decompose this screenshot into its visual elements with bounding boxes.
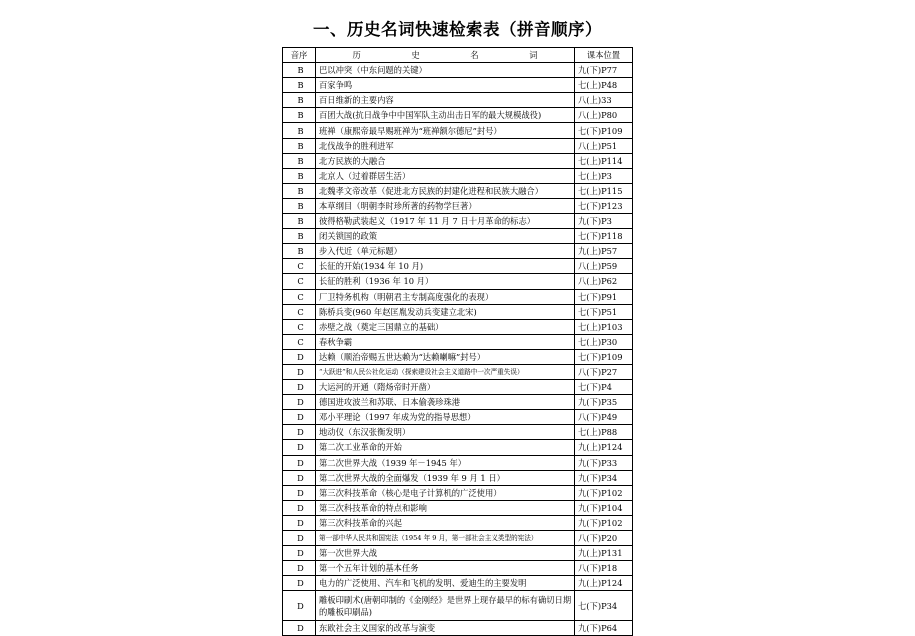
row-term: 第一个五年计划的基本任务 [316,561,575,576]
row-location: 八(下)P49 [575,410,633,425]
table-row [283,63,633,78]
table-row [283,561,633,576]
table-row [283,364,633,379]
row-code: D [283,470,316,485]
row-location: 七(上)P3 [575,168,633,183]
row-code: B [283,93,316,108]
row-code: D [283,440,316,455]
row-location: 九(下)P64 [575,621,633,636]
table-row [283,425,633,440]
row-code: D [283,576,316,591]
row-code: B [283,78,316,93]
row-location: 七(上)P114 [575,153,633,168]
row-code: C [283,289,316,304]
table-row [283,485,633,500]
table-row [283,153,633,168]
row-location: 九(下)P33 [575,455,633,470]
row-term: 达赖（顺治帝赐五世达赖为“达赖喇嘛”封号） [316,349,575,364]
row-term: 春秋争霸 [316,334,575,349]
row-code: B [283,63,316,78]
row-term: 雕板印刷术(唐朝印制的《金刚经》是世界上现存最早的标有确切日期的雕板印刷品) [316,591,575,621]
row-term: 陈桥兵变(960 年赵匡胤发动兵变建立北宋) [316,304,575,319]
row-code: B [283,168,316,183]
row-term: 北方民族的大融合 [316,153,575,168]
row-term: 大运河的开通（隋炀帝时开凿） [316,380,575,395]
table-row [283,274,633,289]
row-term: 巴以冲突（中东问题的关键） [316,63,575,78]
table-row [283,349,633,364]
table-row [283,168,633,183]
row-location: 九(上)P124 [575,576,633,591]
row-code: C [283,304,316,319]
table-row [283,214,633,229]
row-location: 七(下)P91 [575,289,633,304]
table-row [283,334,633,349]
row-location: 九(下)P102 [575,515,633,530]
row-location: 九(下)P104 [575,500,633,515]
row-term: 第二次工业革命的开始 [316,440,575,455]
row-term: 邓小平理论（1997 年成为党的指导思想） [316,410,575,425]
row-location: 七(下)P34 [575,591,633,621]
row-code: B [283,198,316,213]
table-row [283,78,633,93]
table-row [283,455,633,470]
row-term: 第三次科技革命的特点和影响 [316,500,575,515]
row-term: 北伐战争的胜利进军 [316,138,575,153]
row-location: 八(上)P51 [575,138,633,153]
row-code: D [283,515,316,530]
table-row [283,229,633,244]
row-location: 七(下)P109 [575,123,633,138]
row-location: 七(下)P4 [575,380,633,395]
row-location: 七(上)P88 [575,425,633,440]
table-row [283,289,633,304]
row-location: 七(上)P30 [575,334,633,349]
row-term: 步入代近（单元标题） [316,244,575,259]
row-code: D [283,531,316,546]
row-location: 七(下)P51 [575,304,633,319]
table-row [283,108,633,123]
row-term: 百团大战(抗日战争中中国军队主动出击日军的最大规模战役) [316,108,575,123]
table-row [283,591,633,621]
table-row [283,531,633,546]
row-code: D [283,349,316,364]
row-code: D [283,455,316,470]
row-term: 厂卫特务机构（明朝君主专制高度强化的表现） [316,289,575,304]
row-code: D [283,546,316,561]
row-term: 地动仪（东汉张衡发明） [316,425,575,440]
column-header-location: 课本位置 [575,48,633,63]
row-term: 百家争鸣 [316,78,575,93]
table-row [283,319,633,334]
row-code: D [283,395,316,410]
row-code: B [283,229,316,244]
row-code: D [283,364,316,379]
row-code: D [283,561,316,576]
row-term: 第一次世界大战 [316,546,575,561]
row-location: 八(上)33 [575,93,633,108]
row-code: B [283,244,316,259]
row-location: 九(下)P102 [575,485,633,500]
history-term-index-table [282,47,633,636]
row-location: 七(下)P118 [575,229,633,244]
row-code: B [283,123,316,138]
row-term: 第一部中华人民共和国宪法（1954 年 9 月，第一部社会主义类型的宪法） [316,531,575,546]
table-row [283,621,633,636]
row-location: 九(下)P3 [575,214,633,229]
row-location: 八(上)P80 [575,108,633,123]
table-row [283,576,633,591]
row-term: 闭关锁国的政策 [316,229,575,244]
row-term: 德国进攻波兰和苏联、日本偷袭珍珠港 [316,395,575,410]
row-location: 七(下)P123 [575,198,633,213]
row-term: 第二次世界大战的全面爆发（1939 年 9 月 1 日） [316,470,575,485]
row-code: D [283,591,316,621]
row-location: 九(上)P57 [575,244,633,259]
row-term: 电力的广泛使用、汽车和飞机的发明、爱迪生的主要发明 [316,576,575,591]
table-row [283,123,633,138]
table-row [283,395,633,410]
row-term: 赤壁之战（奠定三国鼎立的基础） [316,319,575,334]
table-row [283,515,633,530]
table-body [283,63,633,636]
table-row [283,440,633,455]
row-location: 八(下)P18 [575,561,633,576]
row-code: D [283,485,316,500]
table-row [283,546,633,561]
row-code: D [283,380,316,395]
row-term: 第三次科技革命（核心是电子计算机的广泛使用） [316,485,575,500]
row-location: 八(下)P27 [575,364,633,379]
row-term: 百日维新的主要内容 [316,93,575,108]
row-code: B [283,214,316,229]
table-row [283,304,633,319]
row-location: 九(上)P124 [575,440,633,455]
row-term: 班禅（康熙帝最早赐班禅为“班禅额尔德尼”封号） [316,123,575,138]
table-row [283,259,633,274]
row-term: 东欧社会主义国家的改革与演变 [316,621,575,636]
table-header-row [283,48,633,63]
row-code: B [283,138,316,153]
row-term: 长征的胜利（1936 年 10 月） [316,274,575,289]
row-location: 九(下)P34 [575,470,633,485]
row-location: 七(上)P103 [575,319,633,334]
row-code: D [283,410,316,425]
row-term: “大跃进”和人民公社化运动（探索建设社会主义道路中一次严重失误） [316,364,575,379]
table-row [283,470,633,485]
row-code: D [283,500,316,515]
column-header-term [316,48,575,63]
row-location: 七(上)P115 [575,183,633,198]
table-row [283,244,633,259]
table-row [283,138,633,153]
table-row [283,183,633,198]
row-location: 九(上)P131 [575,546,633,561]
row-code: C [283,319,316,334]
row-location: 八(上)P59 [575,259,633,274]
row-location: 九(下)P77 [575,63,633,78]
row-location: 七(上)P48 [575,78,633,93]
row-code: D [283,425,316,440]
row-code: C [283,259,316,274]
row-location: 七(下)P109 [575,349,633,364]
row-code: D [283,621,316,636]
page-title: 一、历史名词快速检索表（拼音顺序） [313,20,602,39]
row-term: 彼得格勒武装起义（1917 年 11 月 7 日十月革命的标志） [316,214,575,229]
row-code: C [283,274,316,289]
row-code: C [283,334,316,349]
row-location: 九(下)P35 [575,395,633,410]
row-location: 八(下)P20 [575,531,633,546]
row-term: 第三次科技革命的兴起 [316,515,575,530]
table-row [283,500,633,515]
column-header-code: 音序 [283,48,316,63]
row-code: B [283,108,316,123]
row-code: B [283,153,316,168]
row-term: 长征的开始(1934 年 10 月) [316,259,575,274]
table-row [283,198,633,213]
row-code: B [283,183,316,198]
row-location: 八(上)P62 [575,274,633,289]
row-term: 第二次世界大战（1939 年－1945 年） [316,455,575,470]
row-term: 北京人（过着群居生活） [316,168,575,183]
table-row [283,410,633,425]
table-row [283,380,633,395]
row-term: 北魏孝文帝改革（促进北方民族的封建化进程和民族大融合） [316,183,575,198]
column-header-term-label: 历 史 名 词 [352,50,562,61]
table-row [283,93,633,108]
row-term: 本草纲目（明朝李时珍所著的药物学巨著） [316,198,575,213]
